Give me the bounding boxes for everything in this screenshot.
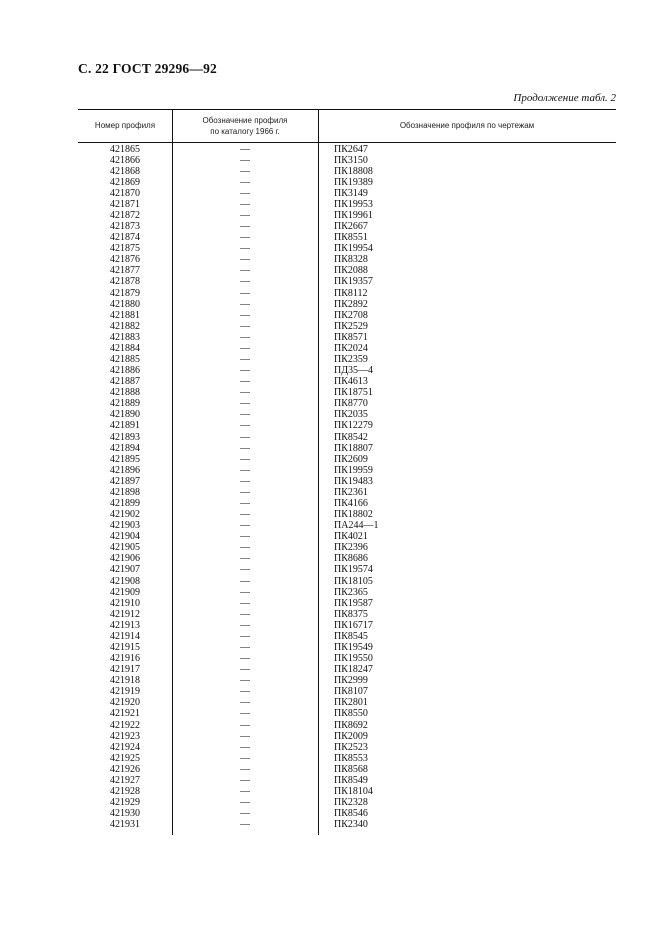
profile-number-cell: 421872 — [110, 209, 140, 221]
table-row — [78, 387, 616, 398]
table-continuation-label: Продолжение табл. 2 — [513, 92, 616, 104]
profile-number-cell: 421865 — [110, 143, 140, 155]
table-row — [78, 587, 616, 598]
table-row — [78, 664, 616, 675]
catalog-1966-cell: — — [240, 320, 250, 332]
drawing-designation-cell: ПК19961 — [334, 209, 373, 221]
drawing-designation-cell: ПК19953 — [334, 198, 373, 210]
drawing-designation-cell: ПК2088 — [334, 265, 368, 277]
catalog-1966-cell: — — [240, 575, 250, 587]
table-row — [78, 609, 616, 620]
table-row — [78, 310, 616, 321]
catalog-1966-cell: — — [240, 442, 250, 454]
profile-number-cell: 421916 — [110, 653, 140, 665]
column-header-drawing-designation: Обозначение профиля по чертежам — [399, 121, 535, 130]
drawing-designation-cell: ПА244—1 — [334, 520, 379, 532]
table-row — [78, 542, 616, 553]
table-body — [78, 144, 616, 831]
profile-number-cell: 421895 — [110, 453, 140, 465]
profile-number-cell: 421885 — [110, 353, 140, 365]
profile-number-cell: 421887 — [110, 376, 140, 388]
profile-number-cell: 421897 — [110, 475, 140, 487]
profile-number-cell: 421922 — [110, 719, 140, 731]
table-row — [78, 564, 616, 575]
drawing-designation-cell: ПК19549 — [334, 642, 373, 654]
catalog-1966-cell: — — [240, 265, 250, 277]
drawing-designation-cell: ПК2609 — [334, 453, 368, 465]
drawing-designation-cell: ПК4166 — [334, 498, 368, 509]
drawing-designation-cell: ПК19574 — [334, 564, 373, 576]
table-row — [78, 321, 616, 332]
catalog-1966-cell: — — [240, 752, 250, 764]
table-row — [78, 753, 616, 764]
table-row — [78, 653, 616, 664]
profile-number-cell: 421920 — [110, 697, 140, 709]
catalog-1966-cell: — — [240, 276, 250, 288]
drawing-designation-cell: ПК3150 — [334, 154, 368, 166]
drawing-designation-cell: ПК4021 — [334, 531, 368, 543]
profile-number-cell: 421890 — [110, 409, 140, 421]
catalog-1966-cell: — — [240, 741, 250, 753]
catalog-1966-cell: — — [240, 209, 250, 221]
catalog-1966-cell: — — [240, 331, 250, 343]
drawing-designation-cell: ПК8542 — [334, 431, 368, 443]
drawing-designation-cell: ПК19550 — [334, 653, 373, 665]
catalog-1966-cell: — — [240, 353, 250, 365]
catalog-1966-cell: — — [240, 387, 250, 399]
catalog-1966-cell: — — [240, 453, 250, 465]
table-row — [78, 520, 616, 531]
drawing-designation-cell: ПК2359 — [334, 353, 368, 365]
drawing-designation-cell: ПК8549 — [334, 774, 368, 786]
column-header-catalog-1966-line1: Обозначение профиля — [202, 116, 288, 125]
profile-number-cell: 421910 — [110, 597, 140, 609]
profile-number-cell: 421902 — [110, 509, 140, 521]
catalog-1966-cell: — — [240, 774, 250, 786]
profile-number-cell: 421917 — [110, 664, 140, 676]
profile-number-cell: 421882 — [110, 320, 140, 332]
catalog-1966-cell: — — [240, 630, 250, 642]
profile-number-cell: 421926 — [110, 763, 140, 775]
catalog-1966-cell: — — [240, 176, 250, 188]
table-row — [78, 188, 616, 199]
drawing-designation-cell: ПК8553 — [334, 752, 368, 764]
profile-number-cell: 421896 — [110, 464, 140, 476]
drawing-designation-cell: ПК18807 — [334, 442, 373, 454]
profile-number-cell: 421879 — [110, 287, 140, 299]
profile-number-cell: 421866 — [110, 154, 140, 166]
catalog-1966-cell: — — [240, 786, 250, 798]
profile-number-cell: 421927 — [110, 774, 140, 786]
drawing-designation-cell: ПК8550 — [334, 708, 368, 720]
catalog-1966-cell: — — [240, 409, 250, 421]
table-row — [78, 155, 616, 166]
drawing-designation-cell: ПК19389 — [334, 176, 373, 188]
catalog-1966-cell: — — [240, 509, 250, 521]
catalog-1966-cell: — — [240, 486, 250, 498]
profile-number-cell: 421929 — [110, 797, 140, 809]
catalog-1966-cell: — — [240, 232, 250, 244]
profile-number-cell: 421907 — [110, 564, 140, 576]
profile-number-cell: 421883 — [110, 331, 140, 343]
catalog-1966-cell: — — [240, 653, 250, 665]
table-row — [78, 509, 616, 520]
profile-number-cell: 421868 — [110, 165, 140, 177]
drawing-designation-cell: ПК19959 — [334, 464, 373, 476]
drawing-designation-cell: ПК8545 — [334, 630, 368, 642]
table-row — [78, 365, 616, 376]
profile-number-cell: 421875 — [110, 243, 140, 255]
drawing-designation-cell: ПК12279 — [334, 420, 373, 432]
profile-number-cell: 421921 — [110, 708, 140, 720]
drawing-designation-cell: ПК8568 — [334, 763, 368, 775]
profile-number-cell: 421925 — [110, 752, 140, 764]
drawing-designation-cell: ПК4613 — [334, 376, 368, 388]
table-row — [78, 775, 616, 786]
catalog-1966-cell: — — [240, 553, 250, 565]
table-row — [78, 465, 616, 476]
catalog-1966-cell: — — [240, 420, 250, 432]
catalog-1966-cell: — — [240, 564, 250, 576]
profile-number-cell: 421893 — [110, 431, 140, 443]
profile-number-cell: 421886 — [110, 365, 140, 377]
profile-number-cell: 421899 — [110, 498, 140, 509]
table-row — [78, 332, 616, 343]
catalog-1966-cell: — — [240, 675, 250, 687]
column-header-catalog-1966 — [172, 115, 318, 137]
catalog-1966-cell: — — [240, 520, 250, 532]
drawing-designation-cell: ПК2328 — [334, 797, 368, 809]
catalog-1966-cell: — — [240, 376, 250, 388]
catalog-1966-cell: — — [240, 398, 250, 410]
drawing-designation-cell: ПК8112 — [334, 287, 368, 299]
profile-number-cell: 421924 — [110, 741, 140, 753]
profile-number-cell: 421904 — [110, 531, 140, 543]
table-row — [78, 708, 616, 719]
catalog-1966-cell: — — [240, 309, 250, 321]
drawing-designation-cell: ПК2708 — [334, 309, 368, 321]
catalog-1966-cell: — — [240, 143, 250, 155]
catalog-1966-cell: — — [240, 154, 250, 166]
drawing-designation-cell: ПК2523 — [334, 741, 368, 753]
catalog-1966-cell: — — [240, 597, 250, 609]
table-top-rule — [78, 109, 616, 110]
profile-number-cell: 421923 — [110, 730, 140, 742]
profile-number-cell: 421894 — [110, 442, 140, 454]
catalog-1966-cell: — — [240, 498, 250, 509]
table-row — [78, 144, 616, 155]
profile-number-cell: 421870 — [110, 187, 140, 199]
drawing-designation-cell: ПД35—4 — [334, 365, 374, 377]
column-header-profile-number: Номер профиля — [94, 121, 156, 130]
profile-number-cell: 421918 — [110, 675, 140, 687]
profile-number-cell: 421874 — [110, 232, 140, 244]
profile-number-cell: 421912 — [110, 608, 140, 620]
table-row — [78, 476, 616, 487]
table-row — [78, 210, 616, 221]
drawing-designation-cell: ПК8692 — [334, 719, 368, 731]
table-row — [78, 232, 616, 243]
table-row — [78, 598, 616, 609]
profile-number-cell: 421903 — [110, 520, 140, 532]
drawing-designation-cell: ПК2529 — [334, 320, 368, 332]
drawing-designation-cell: ПК2999 — [334, 675, 368, 687]
catalog-1966-cell: — — [240, 708, 250, 720]
drawing-designation-cell: ПК2667 — [334, 221, 368, 233]
catalog-1966-cell: — — [240, 763, 250, 775]
profile-number-cell: 421915 — [110, 642, 140, 654]
page-title: С. 22 ГОСТ 29296—92 — [78, 61, 217, 76]
drawing-designation-cell: ПК19357 — [334, 276, 373, 288]
table-row — [78, 808, 616, 819]
drawing-designation-cell: ПК18104 — [334, 786, 373, 798]
catalog-1966-cell: — — [240, 819, 250, 831]
profile-number-cell: 421876 — [110, 254, 140, 266]
catalog-1966-cell: — — [240, 243, 250, 255]
table-row — [78, 454, 616, 465]
catalog-1966-cell: — — [240, 464, 250, 476]
catalog-1966-cell: — — [240, 342, 250, 354]
profile-number-cell: 421878 — [110, 276, 140, 288]
catalog-1966-cell: — — [240, 619, 250, 631]
drawing-designation-cell: ПК18802 — [334, 509, 373, 521]
table-row — [78, 299, 616, 310]
profile-number-cell: 421877 — [110, 265, 140, 277]
table-row — [78, 764, 616, 775]
catalog-1966-cell: — — [240, 365, 250, 377]
table-row — [78, 354, 616, 365]
table-row — [78, 221, 616, 232]
profile-number-cell: 421909 — [110, 586, 140, 598]
drawing-designation-cell: ПК2024 — [334, 342, 368, 354]
table-row — [78, 398, 616, 409]
drawing-designation-cell: ПК2361 — [334, 486, 368, 498]
drawing-designation-cell: ПК2009 — [334, 730, 368, 742]
table-row — [78, 487, 616, 498]
catalog-1966-cell: — — [240, 586, 250, 598]
drawing-designation-cell: ПК8328 — [334, 254, 368, 266]
table-row — [78, 276, 616, 287]
profile-number-cell: 421873 — [110, 221, 140, 233]
table-row — [78, 243, 616, 254]
table-row — [78, 731, 616, 742]
table-row — [78, 254, 616, 265]
table-row — [78, 443, 616, 454]
catalog-1966-cell: — — [240, 730, 250, 742]
drawing-designation-cell: ПК3149 — [334, 187, 368, 199]
catalog-1966-cell: — — [240, 287, 250, 299]
drawing-designation-cell: ПК8686 — [334, 553, 368, 565]
table-row — [78, 409, 616, 420]
catalog-1966-cell: — — [240, 531, 250, 543]
drawing-designation-cell: ПК8375 — [334, 608, 368, 620]
table-row — [78, 376, 616, 387]
drawing-designation-cell: ПК19483 — [334, 475, 373, 487]
drawing-designation-cell: ПК2340 — [334, 819, 368, 831]
profile-number-cell: 421931 — [110, 819, 140, 831]
table-row — [78, 819, 616, 830]
table-row — [78, 199, 616, 210]
catalog-1966-cell: — — [240, 221, 250, 233]
table-row — [78, 786, 616, 797]
drawing-designation-cell: ПК8571 — [334, 331, 368, 343]
profile-number-cell: 421906 — [110, 553, 140, 565]
drawing-designation-cell: ПК2892 — [334, 298, 368, 310]
drawing-designation-cell: ПК8546 — [334, 808, 368, 820]
drawing-designation-cell: ПК18105 — [334, 575, 373, 587]
profile-number-cell: 421889 — [110, 398, 140, 410]
drawing-designation-cell: ПК2396 — [334, 542, 368, 554]
drawing-designation-cell: ПК16717 — [334, 619, 373, 631]
profile-number-cell: 421908 — [110, 575, 140, 587]
table-row — [78, 177, 616, 188]
catalog-1966-cell: — — [240, 542, 250, 554]
column-header-catalog-1966-line2: по каталогу 1966 г. — [210, 127, 280, 136]
catalog-1966-cell: — — [240, 697, 250, 709]
drawing-designation-cell: ПК2365 — [334, 586, 368, 598]
drawing-designation-cell: ПК19587 — [334, 597, 373, 609]
table-row — [78, 343, 616, 354]
table-row — [78, 742, 616, 753]
drawing-designation-cell: ПК18247 — [334, 664, 373, 676]
drawing-designation-cell: ПК2035 — [334, 409, 368, 421]
catalog-1966-cell: — — [240, 475, 250, 487]
catalog-1966-cell: — — [240, 431, 250, 443]
table-row — [78, 432, 616, 443]
table-row — [78, 553, 616, 564]
table-row — [78, 498, 616, 509]
drawing-designation-cell: ПК2647 — [334, 143, 368, 155]
table-row — [78, 531, 616, 542]
profile-number-cell: 421919 — [110, 686, 140, 698]
profile-number-cell: 421905 — [110, 542, 140, 554]
profile-number-cell: 421914 — [110, 630, 140, 642]
catalog-1966-cell: — — [240, 254, 250, 266]
catalog-1966-cell: — — [240, 187, 250, 199]
profile-number-cell: 421869 — [110, 176, 140, 188]
table-row — [78, 620, 616, 631]
catalog-1966-cell: — — [240, 198, 250, 210]
catalog-1966-cell: — — [240, 642, 250, 654]
profile-number-cell: 421881 — [110, 309, 140, 321]
drawing-designation-cell: ПК18751 — [334, 387, 373, 399]
drawing-designation-cell: ПК18808 — [334, 165, 373, 177]
profile-number-cell: 421928 — [110, 786, 140, 798]
table-row — [78, 642, 616, 653]
catalog-1966-cell: — — [240, 165, 250, 177]
table-row — [78, 166, 616, 177]
catalog-1966-cell: — — [240, 719, 250, 731]
table-row — [78, 288, 616, 299]
table-row — [78, 265, 616, 276]
profile-number-cell: 421888 — [110, 387, 140, 399]
profile-number-cell: 421898 — [110, 486, 140, 498]
catalog-1966-cell: — — [240, 664, 250, 676]
drawing-designation-cell: ПК8551 — [334, 232, 368, 244]
profile-number-cell: 421884 — [110, 342, 140, 354]
table-row — [78, 697, 616, 708]
table-row — [78, 686, 616, 697]
profile-number-cell: 421913 — [110, 619, 140, 631]
catalog-1966-cell: — — [240, 808, 250, 820]
profile-number-cell: 421880 — [110, 298, 140, 310]
drawing-designation-cell: ПК8770 — [334, 398, 368, 410]
profile-number-cell: 421891 — [110, 420, 140, 432]
catalog-1966-cell: — — [240, 608, 250, 620]
table-row — [78, 631, 616, 642]
drawing-designation-cell: ПК8107 — [334, 686, 368, 698]
profile-number-cell: 421871 — [110, 198, 140, 210]
table-row — [78, 576, 616, 587]
profile-number-cell: 421930 — [110, 808, 140, 820]
table-row — [78, 675, 616, 686]
drawing-designation-cell: ПК2801 — [334, 697, 368, 709]
table-row — [78, 797, 616, 808]
catalog-1966-cell: — — [240, 298, 250, 310]
catalog-1966-cell: — — [240, 686, 250, 698]
table-row — [78, 720, 616, 731]
table-row — [78, 420, 616, 431]
drawing-designation-cell: ПК19954 — [334, 243, 373, 255]
catalog-1966-cell: — — [240, 797, 250, 809]
